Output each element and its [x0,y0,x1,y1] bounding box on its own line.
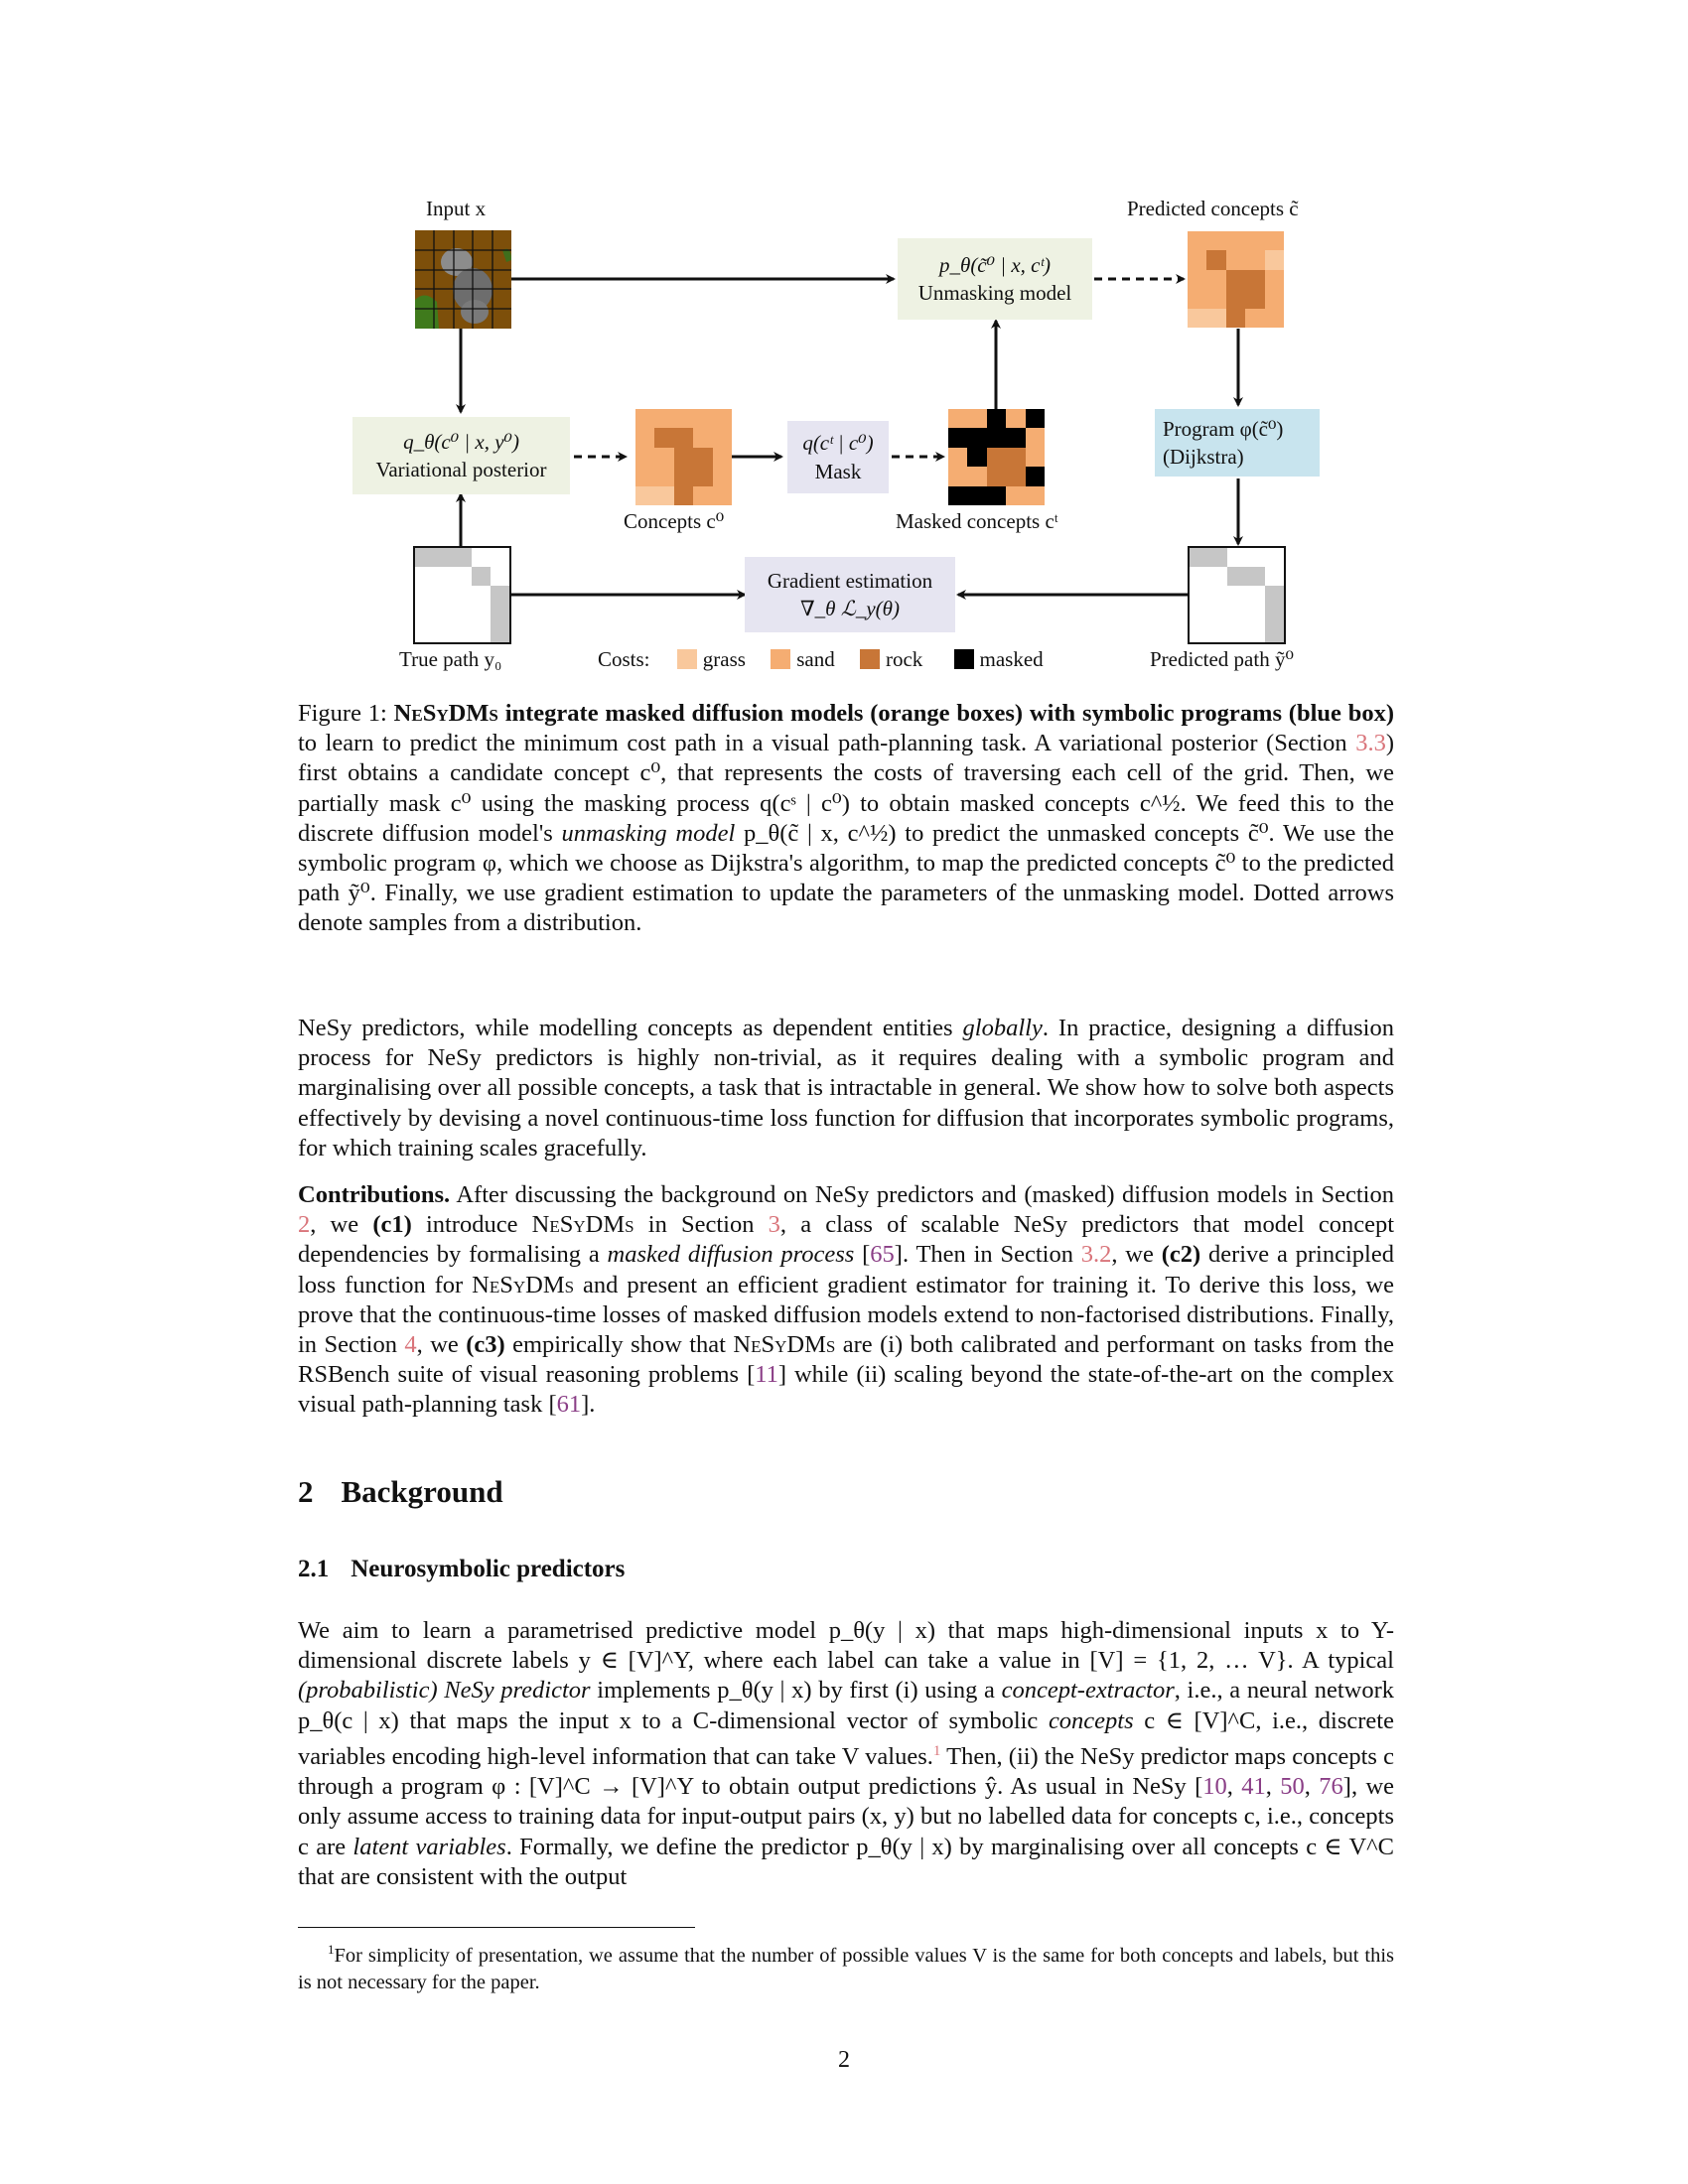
subsection-heading: 2.1 Neurosymbolic predictors [298,1556,626,1582]
unmasking-model-box [898,238,1092,320]
section-heading: 2 Background [298,1474,503,1509]
grass-swatch-icon [677,649,697,669]
unmasking-formula: p_θ(c̃⁰ | x, cᵗ) [939,252,1051,277]
grid-cell [1026,428,1045,447]
grid-cell [987,409,1006,428]
grid-cell [1006,486,1025,505]
path-cell [491,567,509,586]
path-cell [415,623,434,642]
path-cell [1265,623,1284,642]
grid-cell [635,409,654,428]
legend-title: Costs: [598,647,650,671]
program-box [1155,409,1320,477]
section-ref-3-3[interactable]: 3.3 [1355,730,1386,757]
grid-cell [674,486,693,505]
path-cell [1265,605,1284,623]
path-cell [1246,623,1265,642]
path-cell [1190,567,1208,586]
grid-cell [1245,231,1264,250]
grid-cell [654,467,673,485]
grid-cell [1026,486,1045,505]
grid-cell [1206,289,1225,308]
grid-cell [1265,250,1284,269]
grid-cell [1265,231,1284,250]
masked-concepts-grid [948,409,1045,505]
variational-formula: q_θ(c⁰ | x, y⁰) [403,429,519,454]
path-cell [1246,605,1265,623]
path-cell [1246,567,1265,586]
grid-cell [713,448,732,467]
citation-76[interactable]: 76 [1319,1773,1343,1801]
grid-cell [1206,309,1225,328]
grid-cell [1188,270,1206,289]
grid-cell [948,428,967,447]
grid-cell [1226,289,1245,308]
grid-cell [967,448,986,467]
path-cell [453,623,472,642]
page-number: 2 [838,2047,850,2073]
grid-cell [1188,231,1206,250]
grid-cell [987,486,1006,505]
path-cell [453,567,472,586]
grid-cell [1188,250,1206,269]
input-map-image [415,230,511,329]
grid-cell [635,486,654,505]
citation-50[interactable]: 50 [1280,1773,1305,1801]
path-cell [1208,567,1227,586]
grid-cell [635,448,654,467]
path-cell [434,567,453,586]
figure-caption: Figure 1: NeSyDMs integrate masked diffusion models (orange boxes) with symbolic programs (blue box) to learn to predict the minimum cost path in a visual path-planning task. A variational posterior (Section 3.3) first obtains a candidate concept c⁰, that represents the costs of traversing each cell of the grid. Then, we partially mask c⁰ using the masking process q(cˢ | c⁰) to obtain masked concepts c^½. We feed this to the discrete diffusion model's unmasking model p_θ(c̃ | x, c^½) to predict the unmasked concepts c̃⁰. We use the symbolic program φ, which we choose as Dijkstra's algorithm, to map the predicted concepts c̃⁰ to the predicted path ỹ⁰. Finally, we use gradient estimation to update the parameters of the unmasking model. Dotted arrows denote samples from a distribution. [298,700,1394,937]
mask-formula: q(cᵗ | c⁰) [802,431,874,456]
grid-cell [987,428,1006,447]
terrain-map-icon [415,230,511,329]
sand-swatch-icon [771,649,790,669]
predicted-path-label: Predicted path ỹ⁰ [1150,647,1294,671]
footnote-rule [298,1927,695,1928]
path-cell [1190,548,1208,567]
predicted-path-grid [1188,546,1286,644]
grid-cell [1265,289,1284,308]
masked-concepts-label: Masked concepts cᵗ [896,509,1058,533]
citation-65[interactable]: 65 [870,1241,895,1269]
grid-cell [967,409,986,428]
grid-cell [948,409,967,428]
path-cell [434,605,453,623]
grid-cell [674,467,693,485]
grid-cell [693,409,712,428]
mask-label: Mask [814,459,862,483]
path-cell [1190,605,1208,623]
path-cell [1208,586,1227,605]
section-ref-3[interactable]: 3 [768,1211,780,1239]
path-cell [434,623,453,642]
gradient-formula: ∇_θ ℒ_y(θ) [800,597,900,620]
citation-61[interactable]: 61 [556,1391,582,1419]
grid-cell [948,448,967,467]
section-ref-3-2[interactable]: 3.2 [1080,1241,1112,1269]
grid-cell [1245,270,1264,289]
gradient-estimation-box [745,557,955,632]
grid-cell [674,428,693,447]
grid-cell [1006,409,1025,428]
grid-cell [693,486,712,505]
cost-legend [598,647,1044,672]
legend-item-grass: grass [677,647,746,671]
grid-cell [1006,448,1025,467]
path-cell [472,548,491,567]
grid-cell [1226,250,1245,269]
grid-cell [654,486,673,505]
method-name: NeSyDMs [393,700,498,727]
grid-cell [693,448,712,467]
path-cell [1227,623,1246,642]
grid-cell [674,448,693,467]
intro-paragraph: NeSy predictors, while modelling concepts as dependent entities globally. In practice, designing a diffusion process for NeSy predictors is highly non-trivial, as it requires dealing with a symbolic program and marginalising over all possible concepts, a task that is intractable in general. We show how to solve both aspects effectively by devising a novel continuous-time loss function for diffusion that incorporates symbolic programs, for which training scales gracefully. [298,1015,1394,1161]
grid-cell [654,428,673,447]
grid-cell [693,467,712,485]
path-cell [491,605,509,623]
grid-cell [967,486,986,505]
path-cell [1265,586,1284,605]
path-cell [1265,548,1284,567]
citation-41[interactable]: 41 [1241,1773,1266,1801]
mask-box [787,421,889,493]
path-cell [1246,586,1265,605]
contributions-paragraph: Contributions. After discussing the background on NeSy predictors and (masked) diffusion models in Section 2, we (c1) introduce NeSyDMs in Section 3, a class of scalable NeSy predictors that model concept dependencies by formalising a masked diffusion process [65]. Then in Section 3.2, we (c2) derive a principled loss function for NeSyDMs and present an efficient gradient estimator for training it. To derive this loss, we prove that the continuous-time losses of masked diffusion models extend to non-factorised distributions. Finally, in Section 4, we (c3) empirically show that NeSyDMs are (i) both calibrated and performant on tasks from the RSBench suite of visual reasoning problems [11] while (ii) scaling beyond the state-of-the-art on the complex visual path-planning task [61]. [298,1181,1395,1419]
true-path-label: True path y₀ [399,647,502,671]
grid-cell [635,428,654,447]
footnote: $^1$For simplicity of presentation, we assume that the number of possible values V is the same for both concepts and labels, but this is not necessary for the paper. [298,1942,1394,1993]
rock-swatch-icon [860,649,880,669]
grid-cell [1206,231,1225,250]
grid-cell [1206,250,1225,269]
path-cell [491,586,509,605]
grid-cell [1188,289,1206,308]
grid-cell [987,448,1006,467]
path-cell [415,548,434,567]
grid-cell [1188,309,1206,328]
grid-cell [713,428,732,447]
grid-cell [987,467,1006,485]
legend-item-sand: sand [771,647,835,671]
grid-cell [1265,270,1284,289]
grid-cell [1026,409,1045,428]
background-paragraph: We aim to learn a parametrised predictive model p_θ(y | x) that maps high-dimensional inputs x to Y-dimensional discrete labels y ∈ [V]^Y, where each label can take a value in [V] = {1, 2, … V}. A typical (probabilistic) NeSy predictor implements p_θ(y | x) by first (i) using a concept-extractor, i.e., a neural network p_θ(c | x) that maps the input x to a C-dimensional vector of symbolic concepts c ∈ [V]^C, i.e., discrete variables encoding high-level information that can take V values.$^1$ Then, (ii) the NeSy predictor maps concepts c through a program φ : [V]^C → [V]^Y to obtain output predictions ŷ. As usual in NeSy [10, 41, 50, 76], we only assume access to training data for input-output pairs (x, y) but no labelled data for concepts c, i.e., concepts c are latent variables. Formally, we define the predictor p_θ(y | x) by marginalising over all concepts c ∈ V^C that are consistent with the output [298,1617,1395,1890]
grid-cell [654,409,673,428]
path-cell [453,605,472,623]
program-label: (Dijkstra) [1163,445,1244,469]
path-cell [415,605,434,623]
legend-item-rock: rock [860,647,922,671]
path-cell [472,605,491,623]
grid-cell [1026,467,1045,485]
path-cell [415,586,434,605]
program-formula: Program φ(c̃⁰) [1163,416,1284,441]
path-cell [472,567,491,586]
gradient-title: Gradient estimation [767,568,933,593]
grid-cell [713,467,732,485]
grid-cell [635,467,654,485]
path-cell [1265,567,1284,586]
predicted-concepts-grid [1188,231,1284,328]
true-path-grid [413,546,511,644]
grid-cell [1265,309,1284,328]
variational-posterior-box [352,417,570,494]
path-cell [434,586,453,605]
masked-swatch-icon [954,649,974,669]
citation-11[interactable]: 11 [755,1361,778,1389]
path-cell [453,586,472,605]
grid-cell [674,409,693,428]
contributions-heading: Contributions. [298,1181,451,1208]
path-cell [1208,623,1227,642]
path-cell [1227,548,1246,567]
concepts-grid [635,409,732,505]
grid-cell [713,486,732,505]
grid-cell [967,467,986,485]
path-cell [472,623,491,642]
grid-cell [713,409,732,428]
path-cell [1190,623,1208,642]
grid-cell [1006,467,1025,485]
grid-cell [948,467,967,485]
path-cell [491,548,509,567]
path-cell [434,548,453,567]
path-cell [1190,586,1208,605]
path-cell [453,548,472,567]
path-cell [415,567,434,586]
grid-cell [1245,289,1264,308]
path-cell [1246,548,1265,567]
citation-10[interactable]: 10 [1202,1773,1227,1801]
section-ref-2[interactable]: 2 [298,1211,311,1239]
grid-cell [1026,448,1045,467]
legend-item-masked: masked [954,647,1044,671]
section-ref-4[interactable]: 4 [404,1331,417,1359]
variational-label: Variational posterior [375,458,547,481]
path-cell [1227,586,1246,605]
grid-cell [948,486,967,505]
path-cell [1227,605,1246,623]
grid-cell [1245,250,1264,269]
grid-cell [693,428,712,447]
concepts-label: Concepts c⁰ [624,509,725,533]
path-cell [1208,548,1227,567]
grid-cell [1226,231,1245,250]
path-cell [1227,567,1246,586]
path-cell [491,623,509,642]
path-cell [1208,605,1227,623]
grid-cell [1226,270,1245,289]
predicted-concepts-label: Predicted concepts c̃ [1127,197,1299,220]
input-label: Input x [426,197,487,220]
path-cell [472,586,491,605]
grid-cell [967,428,986,447]
grid-cell [1226,309,1245,328]
unmasking-label: Unmasking model [917,281,1072,305]
grid-cell [1206,270,1225,289]
footnote-mark[interactable]: 1 [932,1742,941,1759]
grid-cell [654,448,673,467]
grid-cell [1006,428,1025,447]
grid-cell [1245,309,1264,328]
